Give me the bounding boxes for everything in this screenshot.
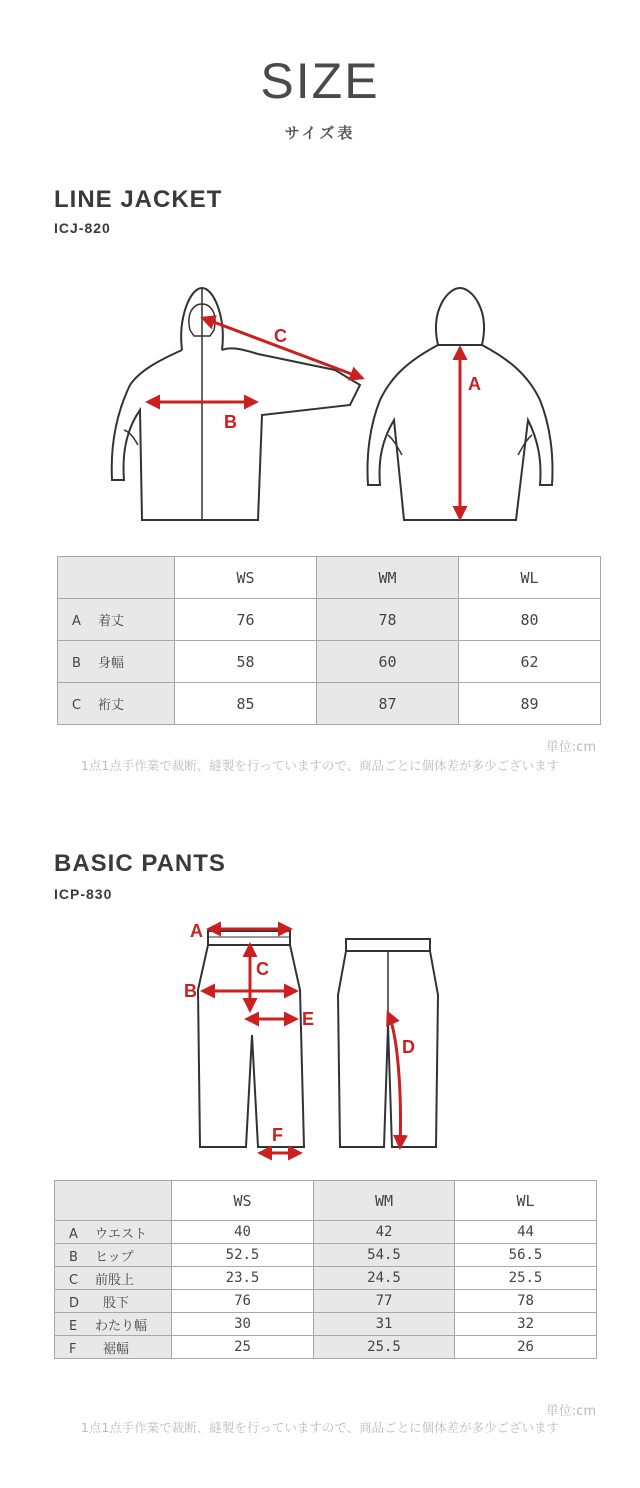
pants-label-f: F — [272, 1125, 283, 1145]
jacket-note: 1点1点手作業で裁断、縫製を行っていますので、商品ごとに個体差が多少ございます — [80, 758, 560, 773]
pants-label-d: D — [402, 1037, 415, 1057]
cell: 54.5 — [314, 1244, 455, 1267]
col-wl: WL — [459, 557, 601, 599]
table-row — [55, 1313, 597, 1336]
pants-note: 1点1点手作業で裁断、縫製を行っていますので、商品ごとに個体差が多少ございます — [80, 1420, 560, 1435]
col-wm: WM — [317, 557, 459, 599]
col-wl: WL — [455, 1181, 597, 1221]
cell: 25 — [172, 1336, 314, 1359]
cell: 58 — [175, 641, 317, 683]
jacket-size-table — [57, 556, 601, 725]
cell: 52.5 — [172, 1244, 314, 1267]
cell: 62 — [459, 641, 601, 683]
cell: 76 — [175, 599, 317, 641]
jacket-label-c: C — [274, 326, 287, 346]
cell: 32 — [455, 1313, 597, 1336]
pants-code: ICP-830 — [54, 886, 113, 902]
table-row — [58, 683, 601, 725]
cell: 25.5 — [314, 1336, 455, 1359]
row-letter: A — [69, 1226, 78, 1242]
cell: 80 — [459, 599, 601, 641]
cell: 56.5 — [455, 1244, 597, 1267]
pants-diagram — [0, 915, 640, 1165]
pants-label-e: E — [302, 1009, 315, 1029]
table-row — [55, 1221, 597, 1244]
row-label: ウエスト — [95, 1226, 148, 1242]
cell: 60 — [317, 641, 459, 683]
pants-label-c: C — [256, 959, 269, 979]
pants-size-table — [54, 1180, 597, 1359]
cell: 77 — [314, 1290, 455, 1313]
cell: 87 — [317, 683, 459, 725]
table-corner — [58, 557, 175, 599]
cell: 42 — [314, 1221, 455, 1244]
cell: 76 — [172, 1290, 314, 1313]
row-letter: B — [72, 656, 81, 671]
jacket-diagram — [0, 270, 640, 530]
cell: 89 — [459, 683, 601, 725]
cell: 25.5 — [455, 1267, 597, 1290]
row-letter: A — [72, 614, 81, 629]
row-letter: D — [69, 1295, 80, 1311]
cell: 44 — [455, 1221, 597, 1244]
cell: 23.5 — [172, 1267, 314, 1290]
jacket-unit: 単位:cm — [545, 740, 596, 755]
row-letter: E — [69, 1318, 78, 1334]
cell: 40 — [172, 1221, 314, 1244]
table-row — [55, 1267, 597, 1290]
row-label: 裄丈 — [98, 698, 125, 713]
row-label: 裾幅 — [103, 1341, 130, 1357]
col-wm: WM — [314, 1181, 455, 1221]
table-row — [58, 599, 601, 641]
table-row — [55, 1290, 597, 1313]
page-title: SIZE — [260, 53, 380, 109]
col-ws: WS — [172, 1181, 314, 1221]
cell: 78 — [317, 599, 459, 641]
row-label: 着丈 — [98, 614, 125, 629]
row-letter: F — [69, 1341, 77, 1357]
jacket-label-b: B — [224, 412, 237, 432]
pants-title: BASIC PANTS — [54, 850, 226, 877]
row-letter: C — [69, 1272, 79, 1288]
cell: 24.5 — [314, 1267, 455, 1290]
row-letter: C — [72, 698, 82, 713]
cell: 85 — [175, 683, 317, 725]
table-row — [58, 641, 601, 683]
row-label: 股下 — [103, 1295, 130, 1311]
row-label: 身幅 — [98, 656, 125, 671]
pants-label-a: A — [190, 921, 203, 941]
cell: 31 — [314, 1313, 455, 1336]
cell: 26 — [455, 1336, 597, 1359]
table-corner — [55, 1181, 172, 1221]
row-letter: B — [69, 1249, 78, 1265]
jacket-code: ICJ-820 — [54, 220, 111, 236]
table-row — [55, 1244, 597, 1267]
jacket-label-a: A — [468, 374, 481, 394]
row-label: わたり幅 — [95, 1318, 148, 1334]
table-row — [55, 1336, 597, 1359]
row-label: ヒップ — [95, 1249, 134, 1265]
pants-unit: 単位:cm — [545, 1404, 596, 1419]
page-subtitle: サイズ表 — [284, 124, 356, 142]
cell: 30 — [172, 1313, 314, 1336]
pants-label-b: B — [184, 981, 197, 1001]
pants-back-illustration — [338, 939, 438, 1147]
cell: 78 — [455, 1290, 597, 1313]
row-label: 前股上 — [95, 1272, 135, 1288]
jacket-title: LINE JACKET — [54, 186, 223, 213]
jacket-front-illustration — [112, 288, 360, 520]
col-ws: WS — [175, 557, 317, 599]
